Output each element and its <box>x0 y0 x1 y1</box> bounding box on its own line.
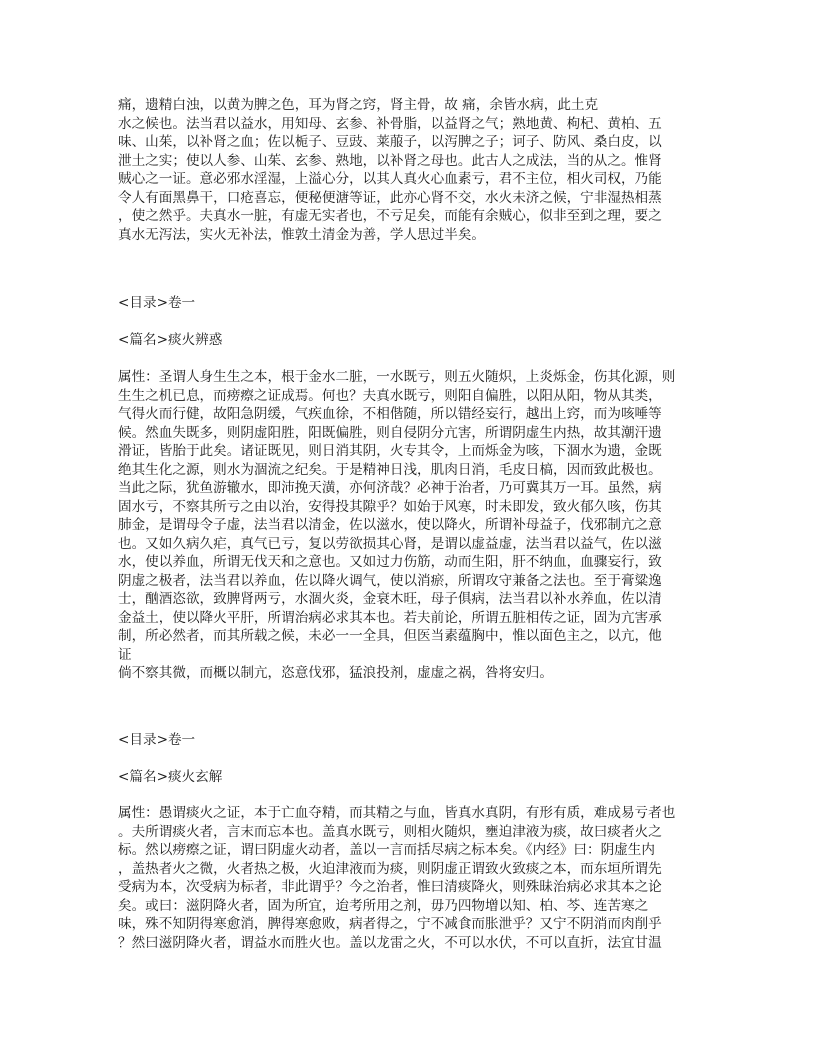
text-line: 泄土之实；使以人参、山茱、玄参、熟地，以补肾之母也。此古人之成法，当的从之。惟肾 <box>118 152 662 169</box>
text-line: ，盖热者火之微，火者热之极，火迫津液而为痰，则阴虚正谓致火致痰之本，而东垣所谓先 <box>118 860 662 877</box>
text-line: 生生之机已息，而痨瘵之证成焉。何也？夫真水既亏，则阳自偏胜，以阳从阳，物从其类， <box>118 387 662 404</box>
text-line: 金益土，使以降火平肝，所谓治病必求其本也。若夫前论，所谓五脏相传之证，固为亢害承 <box>118 609 662 626</box>
text-line: 真水无泻法，实火无补法，惟敦土清金为善，学人思过半矣。 <box>118 226 486 243</box>
text-line: 标。然以痨瘵之证，谓曰阴虚火动者，盖以一言而括尽病之标本矣。《内经》曰：阴虚生内 <box>118 842 655 858</box>
text-line: 制，所必然者，而其所载之候，未必一一全具，但医当素蕴胸中，惟以面色主之，以亢，他 <box>118 628 662 644</box>
catalog-heading: <目录>卷一 <box>118 732 196 748</box>
catalog-heading: <目录>卷一 <box>118 295 196 311</box>
text-line: 水，使以养血，所谓无伐天和之意也。又如过力伤筋，动而生阳，肝不纳血，血骤妄行，致 <box>118 554 662 570</box>
text-line: 属性：愚谓痰火之证，本于亡血夺精，而其精之与血，皆真水真阴，有形有质，难成易亏者也 <box>118 805 676 821</box>
text-line: 绝其生化之源，则水为涸流之纪矣。于是精神日浅，肌肉日消，毛皮日槁，因而致此极也。 <box>118 461 662 478</box>
text-line: 令人有面黑鼻干，口疮喜忘，便秘便溏等证，此亦心肾不交，水火未济之候，宁非湿热相蒸 <box>118 189 662 206</box>
paragraph-continued <box>118 96 662 244</box>
text-line: 。夫所谓痰火者，言末而忘本也。盖真水既亏，则相火随炽，壅迫津液为痰，故曰痰者火之 <box>118 823 662 840</box>
text-line: 痛，遗精白浊，以黄为脾之色，耳为肾之窍，肾主骨，故 痛，余皆水病，此土克 <box>118 97 599 113</box>
text-line: 味，殊不知阴得寒愈消，脾得寒愈败，病者得之，宁不减食而胀泄乎？又宁不阴消而肉削乎 <box>118 916 662 932</box>
text-line: 倘不察其微，而概以制亢，恣意伐邪，猛浪投剂，虚虚之祸，咎将安归。 <box>118 665 553 681</box>
text-line: 士，酗酒恣欲，致脾肾两亏，水涸火炎，金衰木旺，母子俱病，法当君以补水养血，佐以清 <box>118 591 662 607</box>
text-line: 矣。或曰：滋阴降火者，固为所宜，迨考所用之剂，毋乃四物增以知、柏、芩、连苦寒之 <box>118 897 649 914</box>
text-line: 证 <box>118 646 132 663</box>
text-line: 也。又如久病久疟，真气已亏，复以劳欲损其心肾，是谓以虚益虚，法当君以益气，佐以滋 <box>118 535 662 552</box>
text-line: 固水亏，不察其所亏之由以治，安得投其隙乎？如始于风寒，时未即发，致火郁久咳，伤其 <box>118 498 662 515</box>
text-line: 味、山茱，以补肾之血；佐以栀子、豆豉、莱菔子，以泻脾之子；诃子、防风、桑白皮，以 <box>118 134 662 150</box>
text-line: 贼心之一证。意必邪水淫湿，上溢心分，以其人真火心血素亏，君不主位，相火司权，乃能 <box>118 171 662 187</box>
text-line: ，使之然乎。夫真水一脏，有虚无实者也，不亏足矣，而能有余贼心，似非至到之理，要之 <box>118 208 662 224</box>
chapter-title: <篇名>痰火辨惑 <box>118 332 223 348</box>
section-body <box>118 804 675 952</box>
text-line: 滑证，皆胎于此矣。诸证既见，则日消其阴，火专其令，上而烁金为咳，下涸水为遗，金既 <box>118 443 662 459</box>
chapter-title: <篇名>痰火玄解 <box>118 769 223 785</box>
section-body <box>118 368 675 683</box>
text-line: ？然曰滋阴降火者，谓益水而胜火也。盖以龙雷之火，不可以水伏，不可以直折，法宜甘温 <box>118 934 662 951</box>
text-line: 候。然血失既多，则阴虚阳胜，阳既偏胜，则自侵阴分亢害，所谓阴虚生内热，故其潮汗遗 <box>118 424 662 441</box>
text-line: 阴虚之极者，法当君以养血，佐以降火调气，使以消瘀，所谓攻守兼备之法也。至于膏粱逸 <box>118 572 662 589</box>
text-line: 属性：圣谓人身生生之本，根于金水二脏，一水既亏，则五火随炽，上炎烁金，伤其化源，则 <box>118 369 676 385</box>
text-line: 肺金，是谓母令子虚，法当君以清金，佐以滋水，使以降火，所谓补母益子，伐邪制亢之意 <box>118 517 662 533</box>
text-line: 水之候也。法当君以益水，用知母、玄参、补骨脂，以益肾之气；熟地黄、枸杞、黄柏、五 <box>118 115 662 132</box>
text-line: 受病为本，次受病为标者，非此谓乎？今之治者，惟曰清痰降火，则殊昧治病必求其本之论 <box>118 879 662 895</box>
text-line: 当此之际，犹鱼游辙水，即沛挽天潢，亦何济哉？必神于治者，乃可冀其万一耳。虽然，病 <box>118 480 662 496</box>
text-line: 气得火而行健，故阳急阴缓，气疾血徐，不相偕随，所以错经妄行，越出上窍，而为咳唾等 <box>118 406 662 422</box>
